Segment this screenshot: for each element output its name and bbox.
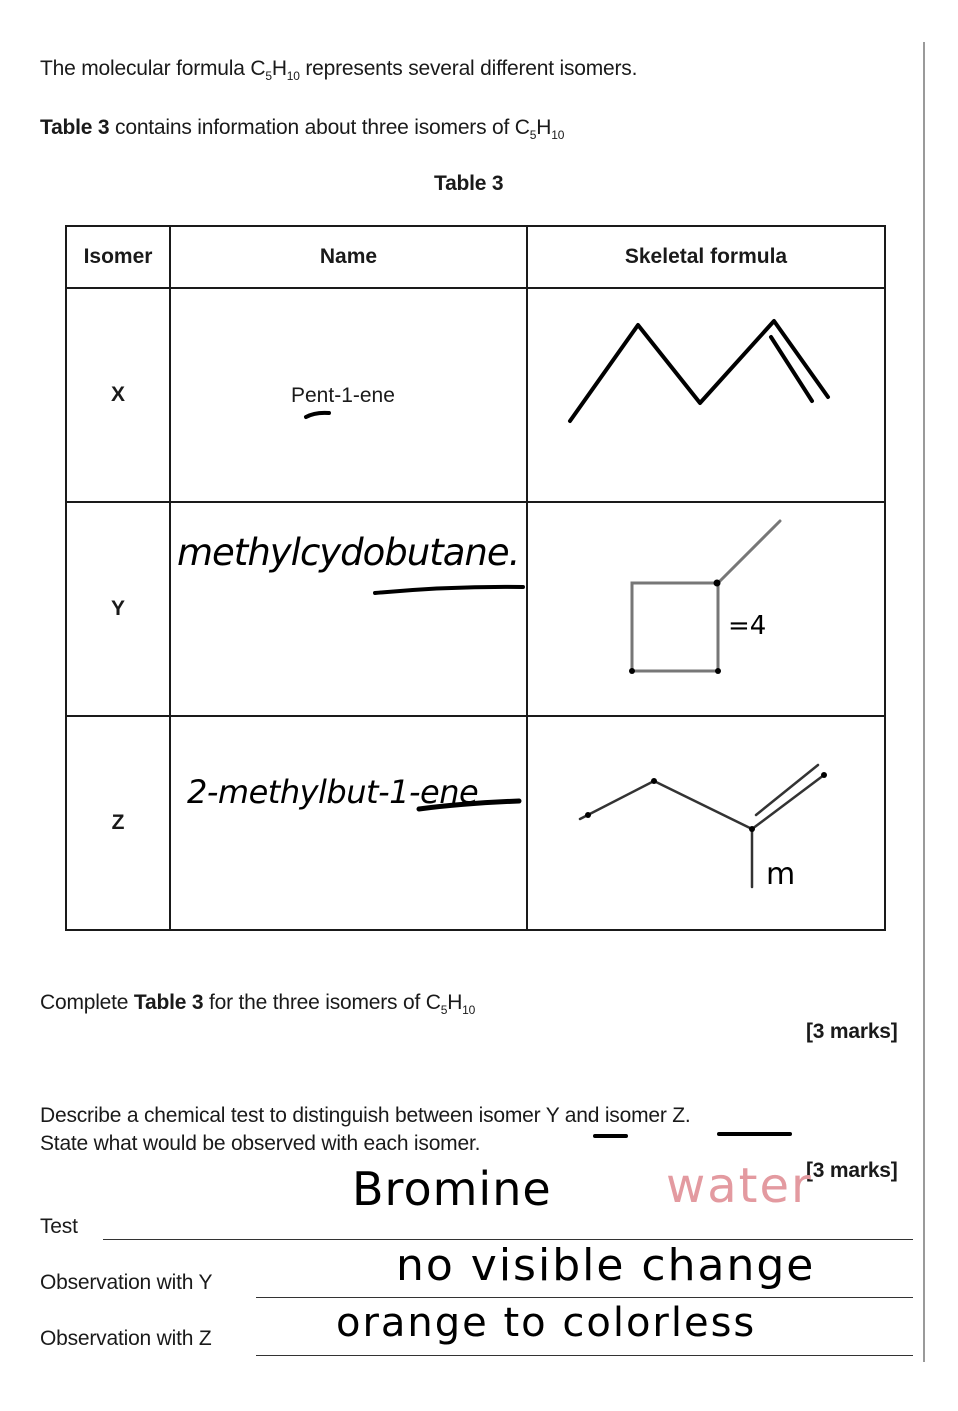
name-cell-y (170, 502, 527, 716)
annotation-z: m (766, 857, 796, 892)
name-x: Pent-1-ene (291, 384, 395, 407)
header-isomer: Isomer (66, 226, 170, 288)
pen-mark-x (303, 407, 333, 421)
header-skeletal-formula: Skeletal formula (527, 226, 885, 288)
isomer-label-y: Y (66, 502, 170, 716)
marks-complete: [3 marks] (806, 1020, 898, 1043)
annotation-y: =4 (728, 611, 767, 641)
underline-y (371, 583, 531, 597)
skeletal-formula-z (528, 717, 886, 929)
describe-line-2: State what would be observed with each isomer. (40, 1132, 481, 1155)
test-label: Test (40, 1215, 78, 1238)
pen-mark-under-y (592, 1131, 632, 1141)
skeletal-formula-x (528, 289, 886, 501)
isomer-label-z: Z (66, 716, 170, 930)
skeletal-cell-y (527, 502, 885, 716)
test-answer-bromine: Bromine (352, 1162, 552, 1216)
table-caption: Table 3 (434, 172, 504, 195)
skeletal-cell-x (527, 288, 885, 502)
table-row (66, 288, 885, 502)
name-cell-x (170, 288, 527, 502)
name-cell-z (170, 716, 527, 930)
obs-z-answer-line (256, 1355, 913, 1356)
right-margin-rule (923, 42, 925, 1362)
underline-z (415, 797, 525, 817)
obs-y-label: Observation with Y (40, 1271, 213, 1294)
table-row (66, 502, 885, 716)
obs-z-answer: orange to colorless (336, 1300, 757, 1346)
marks-describe: [3 marks] (806, 1159, 898, 1182)
table-header-row (66, 226, 885, 288)
obs-z-label: Observation with Z (40, 1327, 212, 1350)
skeletal-cell-z (527, 716, 885, 930)
describe-line-1: Describe a chemical test to distinguish between isomer Y and isomer Z. (40, 1104, 691, 1127)
table-intro-text: Table 3 contains information about three isomers of $C_5H_{10}$ (40, 116, 565, 143)
name-y: methylcydobutane. (177, 531, 520, 574)
header-name: Name (170, 226, 527, 288)
complete-instruction: Complete Table 3 for the three isomers of $C_5H_{10}$ (40, 991, 476, 1018)
name-z: 2-methylbut-1-ene (187, 773, 479, 811)
isomer-table (65, 225, 886, 931)
obs-y-answer: no visible change (396, 1240, 816, 1291)
table-row (66, 716, 885, 930)
intro-text: The molecular formula $C_5H_{10}$ represents several different isomers. (40, 57, 638, 84)
pen-mark-under-z (716, 1129, 796, 1139)
isomer-label-x: X (66, 288, 170, 502)
obs-y-answer-line (256, 1297, 913, 1298)
test-answer-water: water (666, 1158, 813, 1214)
skeletal-formula-y (528, 503, 886, 715)
